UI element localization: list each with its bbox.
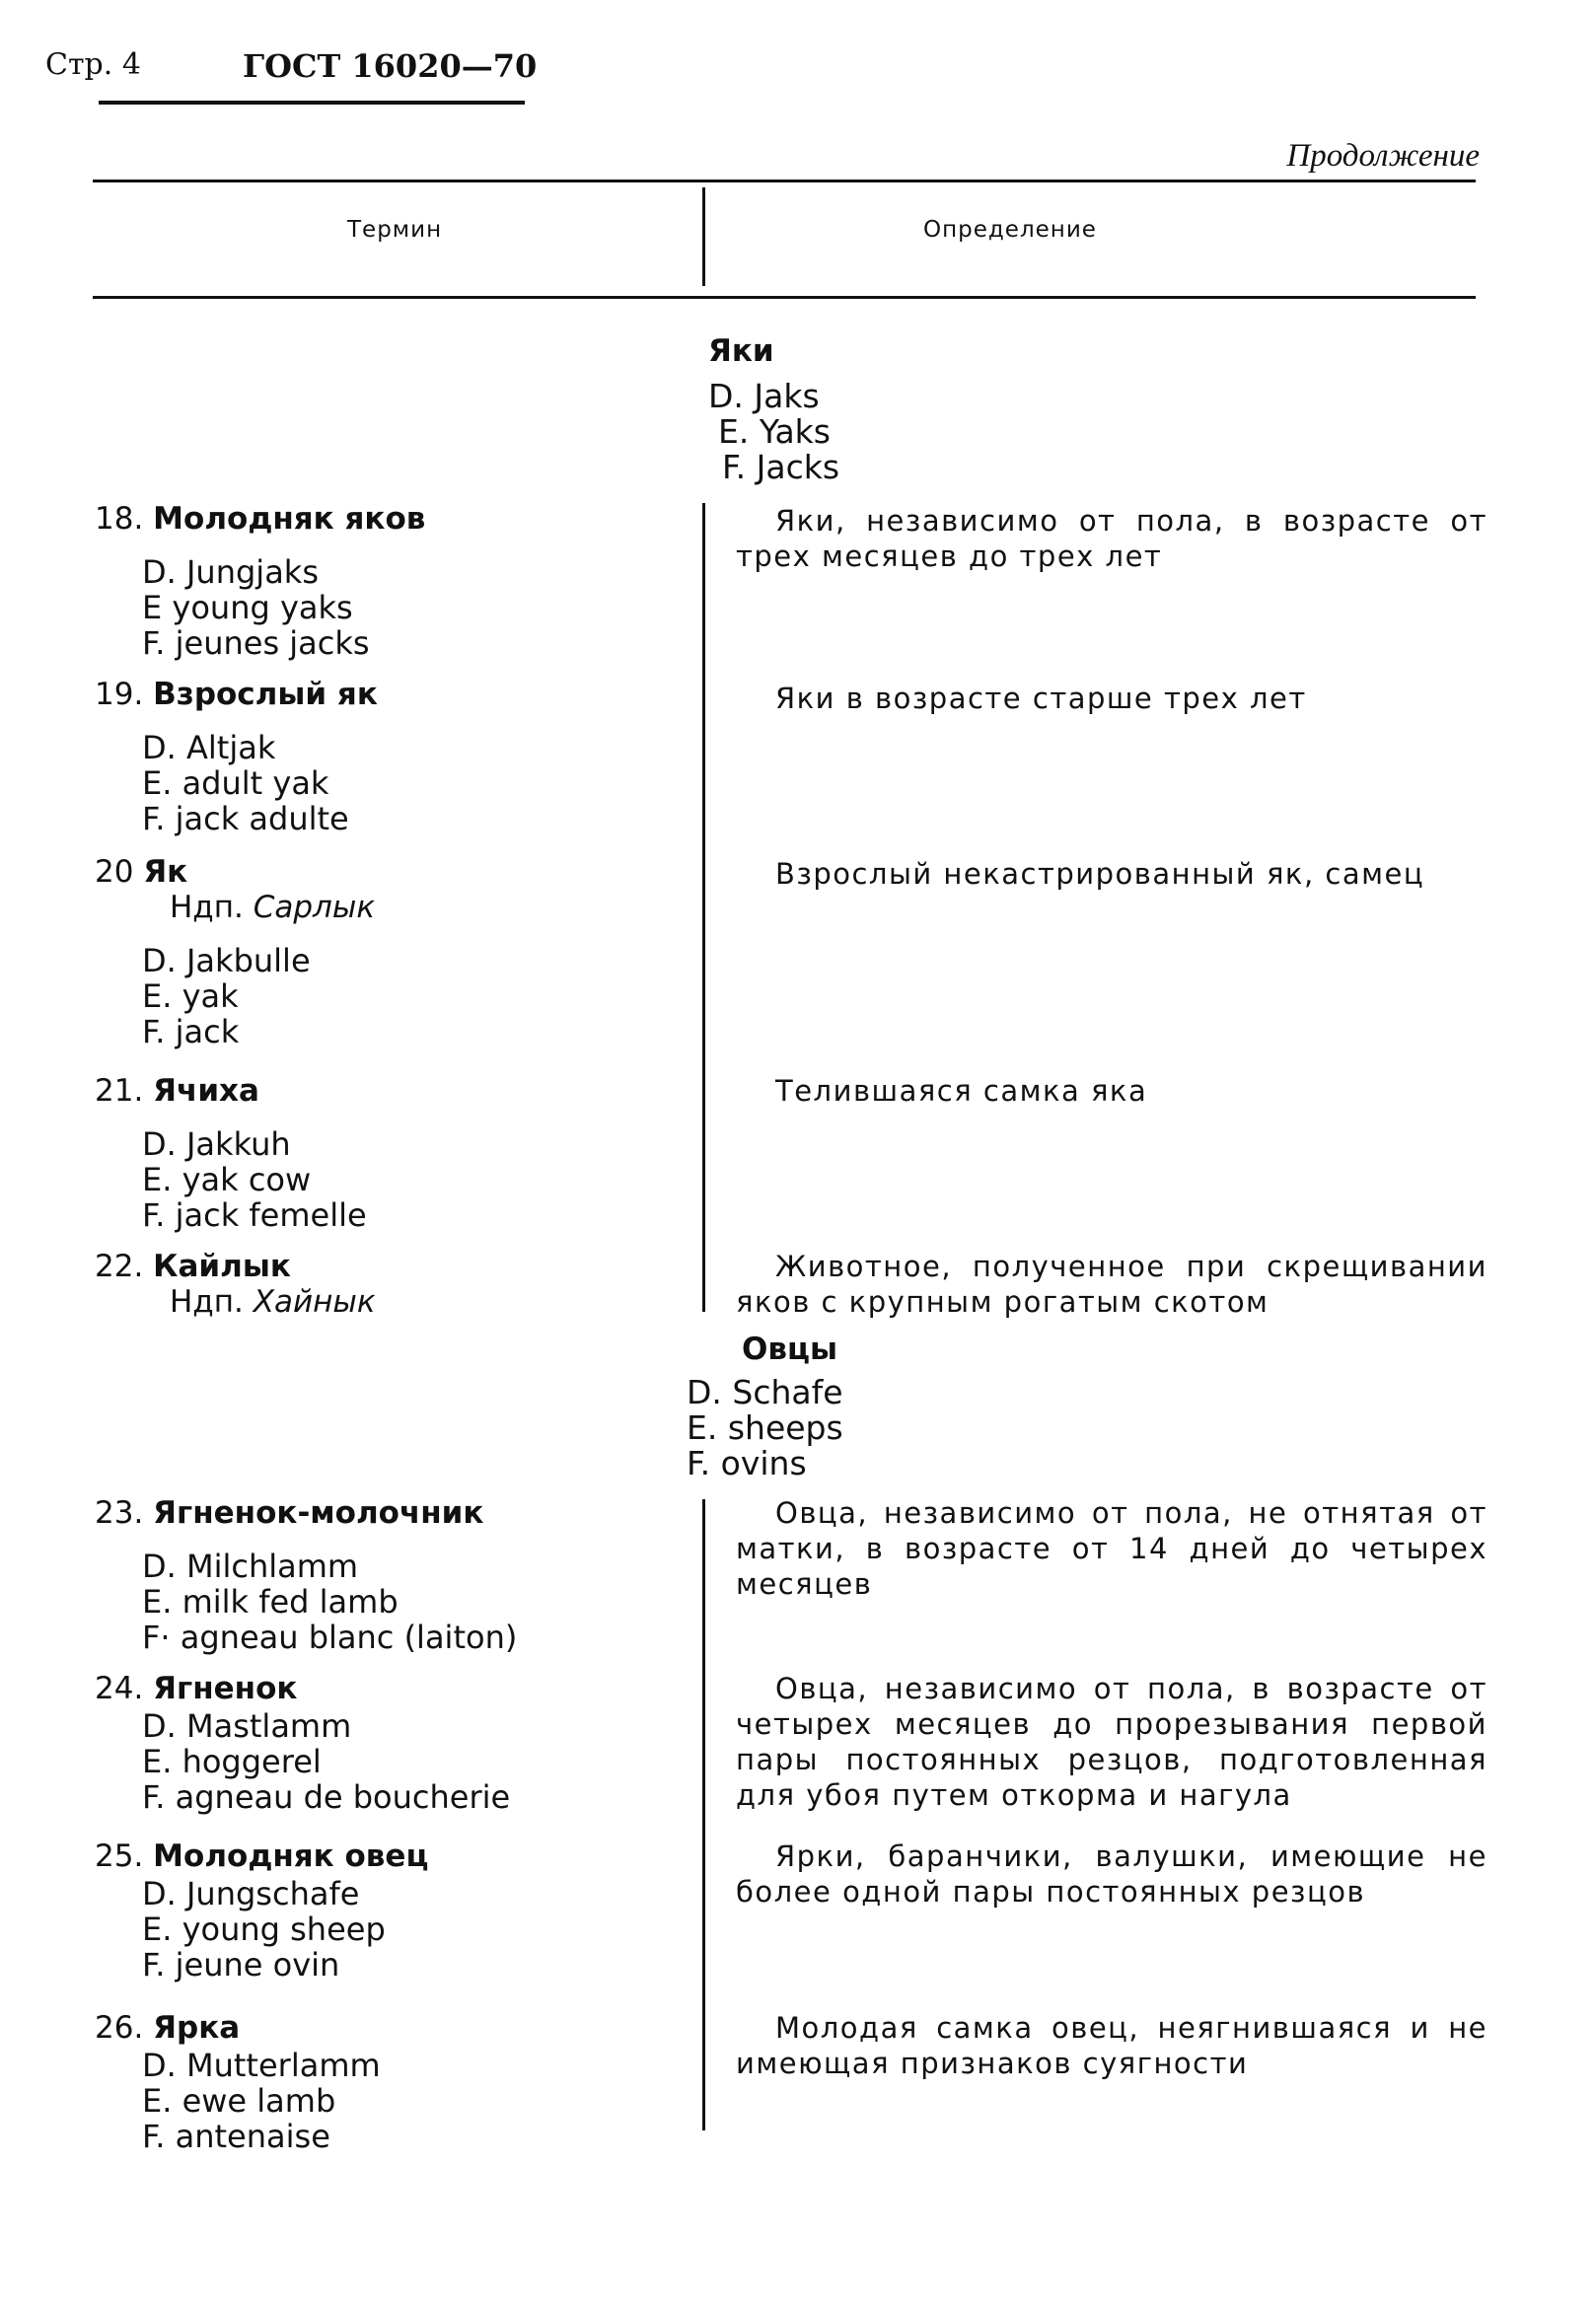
term-name: Ягненок bbox=[153, 1671, 298, 1706]
term-number: 18. bbox=[95, 501, 144, 537]
term-number: 21. bbox=[95, 1073, 144, 1109]
group-lang-line: F. Jacks bbox=[722, 448, 840, 486]
translation-line: E. milk fed lamb bbox=[142, 1583, 399, 1621]
translation-line: E. adult yak bbox=[142, 764, 329, 802]
translation-line: F. jack bbox=[142, 1013, 240, 1050]
term-translations bbox=[95, 943, 687, 1049]
translation-line: F. agneau de boucherie bbox=[142, 1778, 511, 1816]
term-translations bbox=[95, 2048, 687, 2154]
translation-line: E. young sheep bbox=[142, 1911, 386, 1948]
translation-line: D. Milchlamm bbox=[142, 1548, 359, 1585]
translation-line: D. Altjak bbox=[142, 729, 276, 766]
term-name: Ягненок-молочник bbox=[153, 1495, 484, 1531]
translation-line: D. Jakkuh bbox=[142, 1125, 291, 1163]
term-name: Ярка bbox=[153, 2010, 241, 2046]
group-heading-sheep bbox=[687, 1332, 843, 1481]
group-lang-line: D. Schafe bbox=[687, 1373, 843, 1411]
term-name: Кайлык bbox=[153, 1249, 291, 1284]
term-entry-22 bbox=[95, 1249, 687, 1320]
definition-21 bbox=[736, 1073, 1487, 1109]
group-title: Яки bbox=[708, 333, 774, 369]
standard-number: ГОСТ 16020—70 bbox=[243, 47, 538, 85]
not-recommended-label: Ндп. bbox=[170, 1284, 244, 1320]
term-entry-18 bbox=[95, 501, 687, 661]
group-title: Овцы bbox=[742, 1332, 837, 1367]
translation-line: E. yak bbox=[142, 977, 239, 1015]
term-translations bbox=[95, 1126, 687, 1233]
continuation-label: Продолжение bbox=[1286, 138, 1480, 174]
definition-22 bbox=[736, 1249, 1487, 1320]
column-header-definition: Определение bbox=[923, 217, 1097, 243]
term-number: 23. bbox=[95, 1495, 144, 1531]
translation-line: D. Jakbulle bbox=[142, 942, 311, 979]
term-name: Взрослый як bbox=[153, 677, 378, 712]
translation-line: E. hoggerel bbox=[142, 1743, 322, 1780]
column-divider bbox=[702, 503, 705, 1312]
header-underline bbox=[99, 101, 525, 105]
translation-line: F· agneau blanc (laiton) bbox=[142, 1619, 518, 1656]
not-recommended-label: Ндп. bbox=[170, 890, 244, 925]
page-number: Стр. 4 bbox=[45, 47, 141, 82]
term-entry-19 bbox=[95, 677, 687, 836]
definition-26 bbox=[736, 2010, 1487, 2081]
definition-text: Ярки, баранчики, валушки, имеющие не более одной пары постоянных резцов bbox=[736, 1839, 1487, 1909]
term-entry-25 bbox=[95, 1839, 687, 1983]
definition-text: Телившаяся самка яка bbox=[775, 1074, 1148, 1108]
term-entry-23 bbox=[95, 1495, 687, 1655]
term-translations bbox=[95, 554, 687, 661]
definition-24 bbox=[736, 1671, 1487, 1813]
group-lang-line: E. sheeps bbox=[687, 1408, 843, 1447]
definition-text: Яки в возрасте старше трех лет bbox=[775, 682, 1307, 715]
term-translations bbox=[95, 730, 687, 836]
translation-line: E young yaks bbox=[142, 589, 353, 626]
definition-20 bbox=[736, 856, 1487, 892]
definition-text: Молодая самка овец, неягнившаяся и не имеющая признаков суягности bbox=[736, 2011, 1487, 2080]
translation-line: F. jeunes jacks bbox=[142, 624, 370, 662]
definition-23 bbox=[736, 1495, 1487, 1602]
translation-line: D. Jungschafe bbox=[142, 1875, 360, 1912]
term-translations bbox=[95, 1708, 687, 1815]
term-entry-20 bbox=[95, 854, 687, 1049]
definition-25 bbox=[736, 1839, 1487, 1910]
translation-line: F. jeune ovin bbox=[142, 1946, 340, 1983]
term-name: Молодняк овец bbox=[153, 1839, 429, 1874]
term-entry-26 bbox=[95, 2010, 687, 2154]
not-recommended-term: Сарлык bbox=[253, 890, 376, 925]
definition-text: Яки, независимо от пола, в возрасте от трех месяцев до трех лет bbox=[736, 504, 1487, 573]
definition-18 bbox=[736, 503, 1487, 574]
term-number: 22. bbox=[95, 1249, 144, 1284]
term-number: 25. bbox=[95, 1839, 144, 1874]
table-top-rule bbox=[93, 180, 1476, 182]
term-entry-24 bbox=[95, 1671, 687, 1815]
term-number: 19. bbox=[95, 677, 144, 712]
definition-19 bbox=[736, 681, 1487, 716]
translation-line: F. jack femelle bbox=[142, 1196, 367, 1234]
not-recommended-term: Хайнык bbox=[253, 1284, 376, 1320]
column-divider bbox=[702, 1499, 705, 2130]
group-lang-line: F. ovins bbox=[687, 1444, 807, 1482]
translation-line: E. ewe lamb bbox=[142, 2082, 336, 2120]
translation-line: F. jack adulte bbox=[142, 800, 349, 837]
term-number: 26. bbox=[95, 2010, 144, 2046]
column-divider bbox=[702, 187, 705, 286]
translation-line: D. Mastlamm bbox=[142, 1707, 352, 1745]
term-name: Молодняк яков bbox=[153, 501, 426, 537]
group-lang-line: D. Jaks bbox=[708, 377, 820, 415]
translation-line: E. yak cow bbox=[142, 1161, 312, 1198]
term-translations bbox=[95, 1549, 687, 1655]
term-number: 20 bbox=[95, 854, 134, 890]
column-header-term: Термин bbox=[347, 217, 443, 243]
term-entry-21 bbox=[95, 1073, 687, 1233]
translation-line: F. antenaise bbox=[142, 2118, 330, 2155]
term-name: Як bbox=[143, 854, 188, 890]
term-number: 24. bbox=[95, 1671, 144, 1706]
translation-line: D. Mutterlamm bbox=[142, 2047, 381, 2084]
term-translations bbox=[95, 1876, 687, 1983]
table-header-rule bbox=[93, 296, 1476, 299]
definition-text: Взрослый некастрированный як, самец bbox=[775, 857, 1425, 891]
group-heading-yaks bbox=[708, 333, 839, 485]
definition-text: Овца, независимо от пола, не отнятая от матки, в возрасте от 14 дней до четырех месяцев bbox=[736, 1496, 1487, 1601]
term-name: Ячиха bbox=[153, 1073, 259, 1109]
group-lang-line: E. Yaks bbox=[718, 412, 831, 451]
definition-text: Овца, независимо от пола, в возрасте от четырех месяцев до прорезывания первой пары постоянных резцов, подготовленная для убоя путем откорма и нагула bbox=[736, 1672, 1487, 1812]
translation-line: D. Jungjaks bbox=[142, 553, 319, 591]
definition-text: Животное, полученное при скрещивании яков с крупным рогатым скотом bbox=[736, 1250, 1487, 1319]
